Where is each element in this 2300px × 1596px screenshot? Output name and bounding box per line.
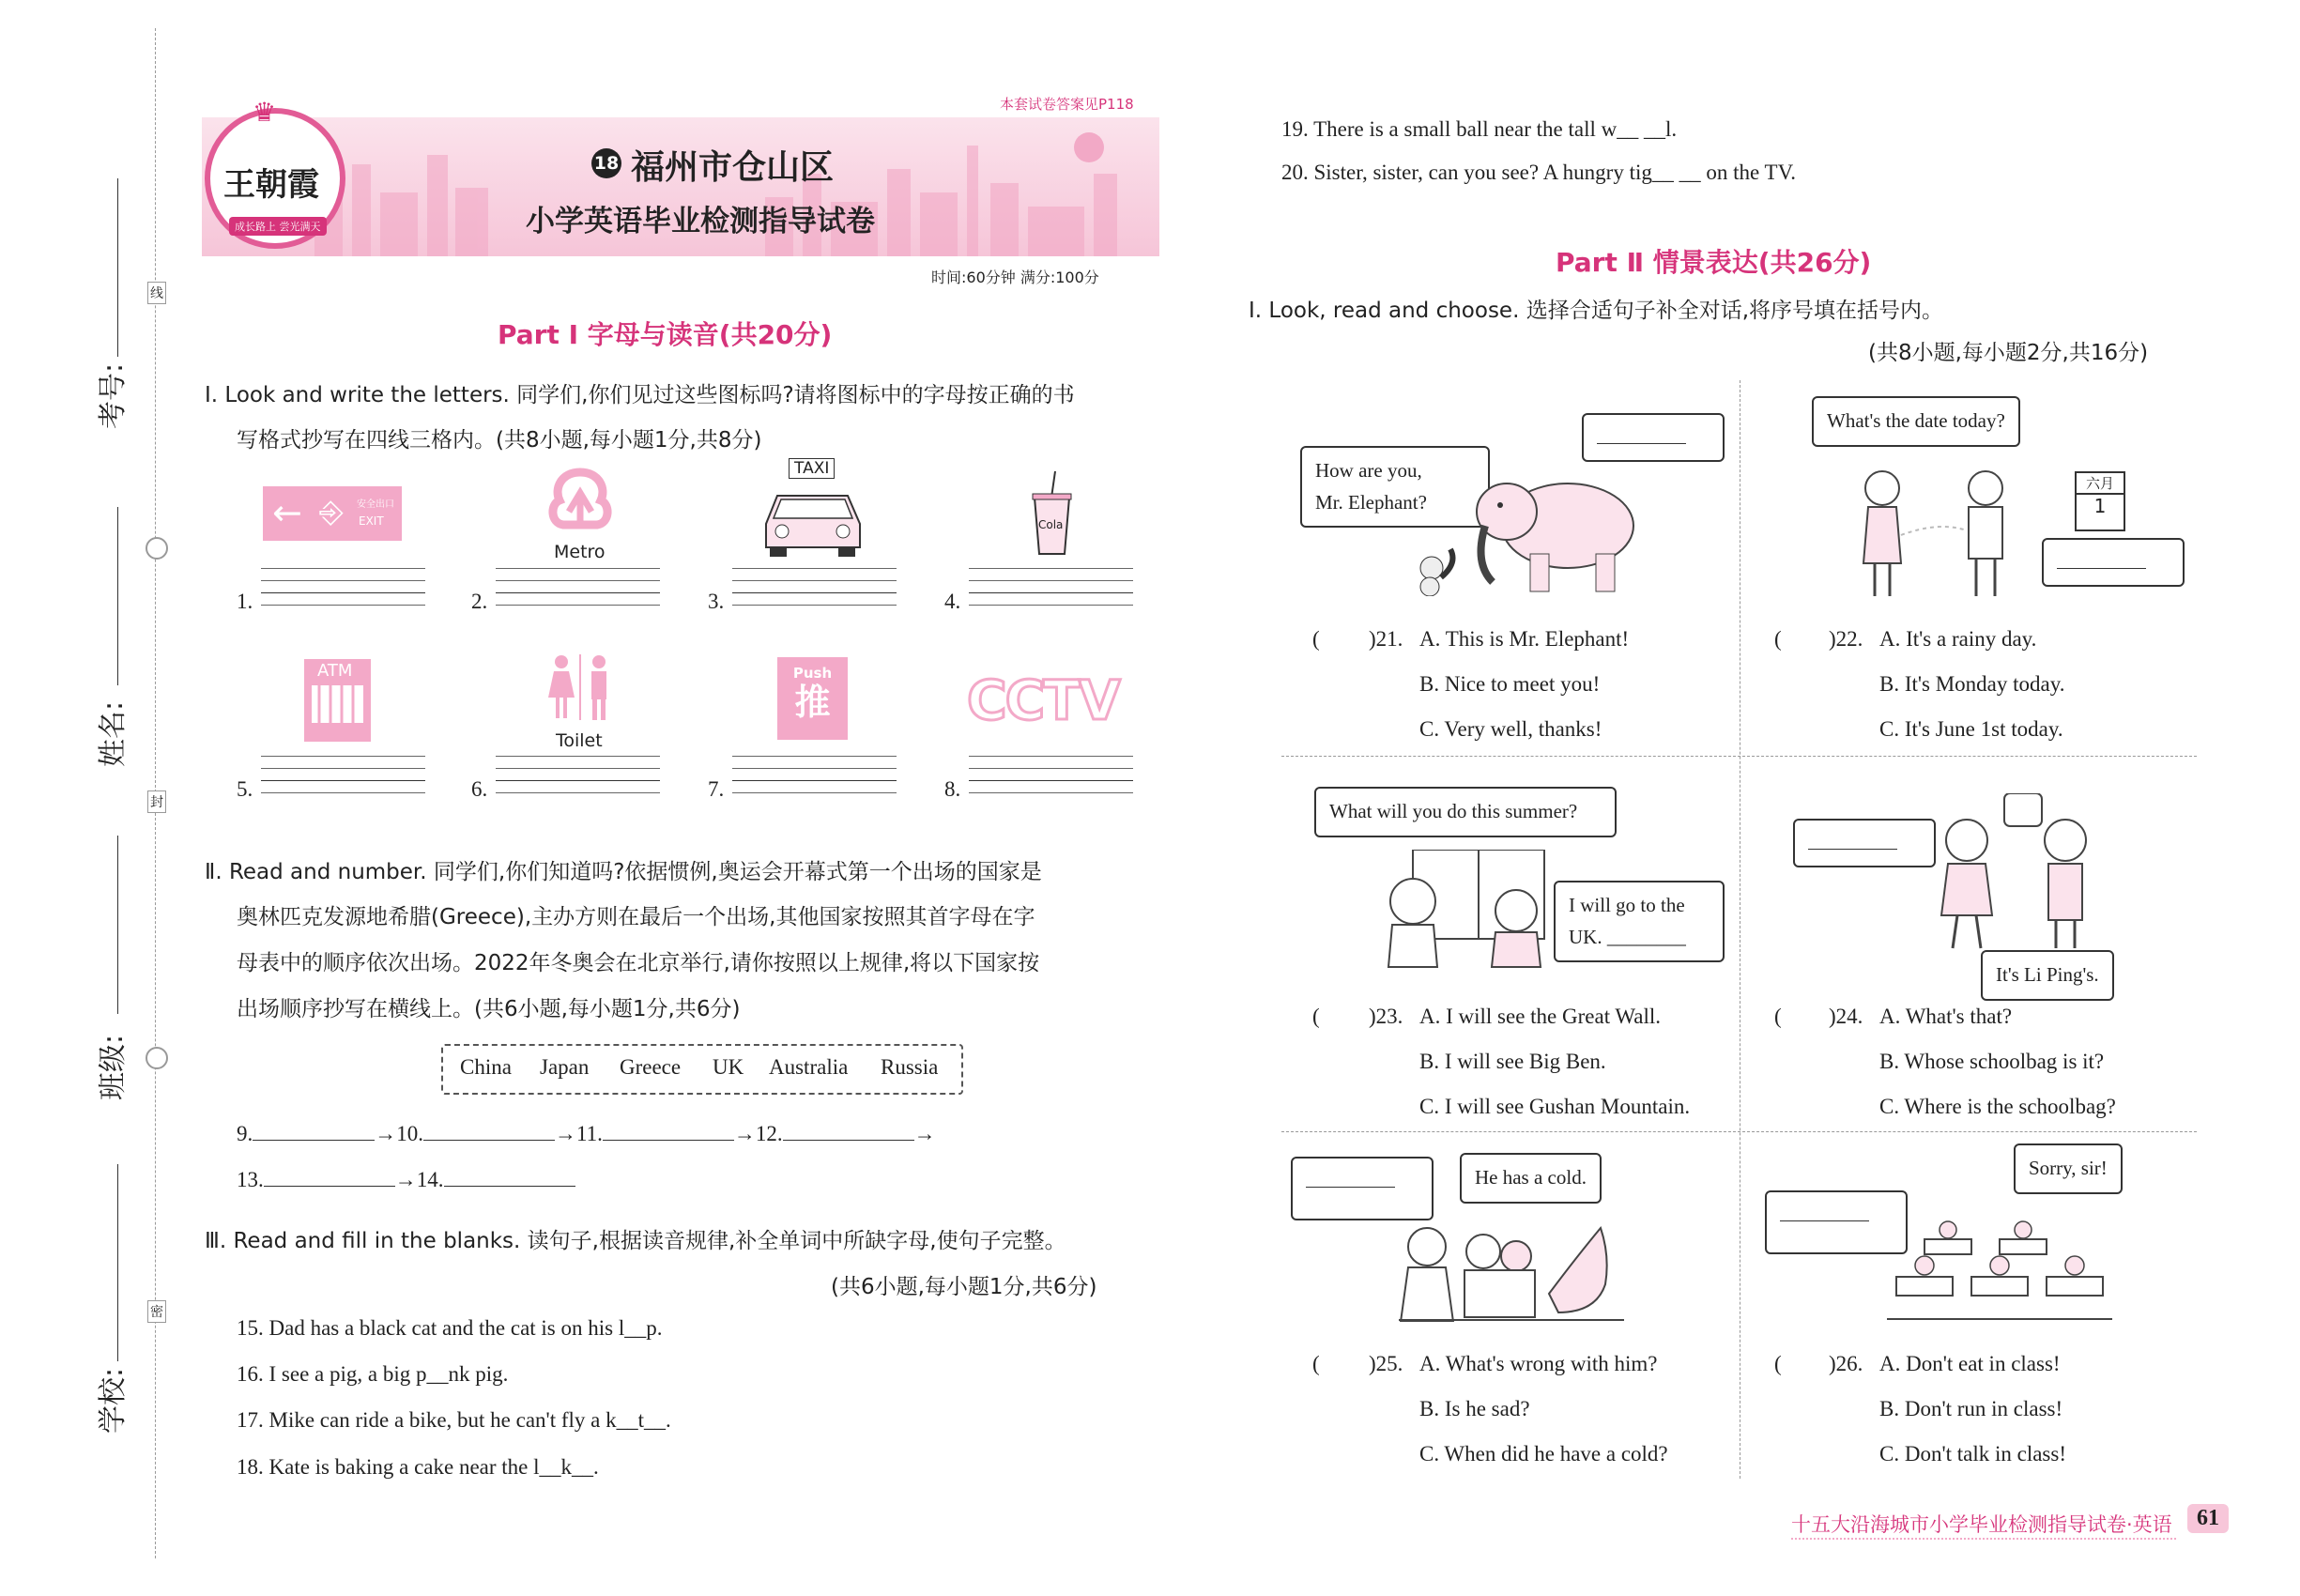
part2-title: Part Ⅱ 情景表达(共26分) <box>1556 247 1872 278</box>
part2-instruction: Ⅰ. Look, read and choose. 选择合适句子补全对话,将序号填在括号内。 <box>1249 299 1944 323</box>
sentence-20: 20. Sister, sister, can you see? A hungry tig__ __ on the TV. <box>1281 161 1796 184</box>
push-sign-icon <box>777 657 848 740</box>
class-label: 班级: <box>97 1034 130 1101</box>
q24-option-b: B. Whose schoolbag is it? <box>1879 1050 2105 1073</box>
part2-score: (共8小题,每小题2分,共16分) <box>1868 341 2149 365</box>
q22-speech-bubble: What's the date today? <box>1812 396 2020 447</box>
grid-divider-1 <box>1281 756 2197 757</box>
window-boys-icon <box>1375 850 1563 972</box>
country-japan: Japan <box>540 1055 590 1079</box>
order-arrow: → <box>913 1122 936 1145</box>
exam-no-line <box>117 178 118 357</box>
q26-paren: ( <box>1774 1352 1782 1375</box>
sentence-15: 15. Dad has a black cat and the cat is on his l__p. <box>237 1316 663 1340</box>
order-label-12: →12. <box>733 1122 783 1145</box>
doctor-family-icon <box>1399 1219 1624 1322</box>
writing-grid-6[interactable] <box>496 756 660 805</box>
writing-grid-5[interactable] <box>261 756 425 805</box>
writing-grid-4[interactable] <box>969 568 1133 617</box>
section2-line-4: 出场顺序抄写在横线上。(共6小题,每小题1分,共6分) <box>237 997 741 1021</box>
writing-grid-7[interactable] <box>732 756 897 805</box>
logo-slogan: 成长路上 尝光满天 <box>229 217 327 236</box>
item-number-7: 7. <box>708 777 725 801</box>
cola-cup-icon <box>1031 469 1073 556</box>
toilet-icon <box>543 652 618 723</box>
two-girls-icon <box>1845 465 2023 606</box>
exit-sign-text: EXIT <box>359 514 384 528</box>
q25-speech-bubble: He has a cold. <box>1460 1153 1602 1204</box>
writing-grid-2[interactable] <box>496 568 660 617</box>
metro-label: Metro <box>554 542 606 562</box>
taxi-icon <box>759 458 866 561</box>
order-label-13: 13. <box>237 1168 264 1191</box>
country-box <box>441 1044 963 1095</box>
calendar-day: 1 <box>2093 495 2107 517</box>
q23-option-a: A. I will see the Great Wall. <box>1419 1005 1662 1028</box>
q23-paren: ( <box>1312 1005 1320 1028</box>
q25-paren: ( <box>1312 1352 1320 1375</box>
squirrel-icon <box>1413 545 1460 596</box>
q24-reply-bubble: It's Li Ping's. <box>1981 950 2114 1001</box>
cctv-logo-icon: CCTV <box>967 668 1119 732</box>
section2-line-1: Ⅱ. Read and number. 同学们,你们知道吗?依据惯例,奥运会开幕式第一个出场的国家是 <box>205 860 1042 884</box>
q23-number[interactable]: )23. <box>1369 1005 1403 1028</box>
q25-option-b: B. Is he sad? <box>1419 1397 1530 1420</box>
q24-number[interactable]: )24. <box>1829 1005 1863 1028</box>
answer-blank-14[interactable] <box>444 1186 575 1187</box>
section2-line-2: 奥林匹克发源地希腊(Greece),主办方则在最后一个出场,其他国家按照其首字母在字 <box>237 905 1035 929</box>
answer-reference: 本套试卷答案见P118 <box>1000 96 1134 113</box>
q23-reply-bubble: I will go to the UK. ________ <box>1554 881 1725 962</box>
country-australia: Australia <box>769 1055 849 1079</box>
answer-blank-13[interactable] <box>264 1186 395 1187</box>
footer-text: 十五大沿海城市小学毕业检测指导试卷·英语 <box>1791 1513 2172 1536</box>
paper-district: 福州市仓山区 <box>631 148 835 187</box>
binding-hole-icon <box>146 1047 168 1069</box>
writing-grid-3[interactable] <box>732 568 897 617</box>
q26-option-c: C. Don't talk in class! <box>1879 1442 2066 1466</box>
item-number-4: 4. <box>944 590 961 613</box>
order-label-14: →14. <box>394 1168 444 1191</box>
q23-option-c: C. I will see Gushan Mountain. <box>1419 1095 1691 1118</box>
order-line-b <box>237 1168 575 1192</box>
item-number-3: 3. <box>708 590 725 613</box>
name-label: 姓名: <box>97 700 130 768</box>
country-greece: Greece <box>620 1055 682 1079</box>
q22-paren: ( <box>1774 627 1782 651</box>
footer-underline <box>1791 1538 2176 1540</box>
country-uk: UK <box>713 1055 744 1079</box>
answer-blank-9[interactable] <box>253 1140 375 1141</box>
item-number-5: 5. <box>237 777 253 801</box>
order-label-9: 9. <box>237 1122 253 1145</box>
class-line <box>117 836 118 1014</box>
school-line <box>117 1164 118 1361</box>
toilet-label: Toilet <box>556 730 603 751</box>
q25-answer-bubble[interactable] <box>1291 1157 1434 1220</box>
order-line-a <box>237 1122 936 1146</box>
q21-option-a: A. This is Mr. Elephant! <box>1419 627 1630 651</box>
cola-text: Cola <box>1038 518 1064 531</box>
taxi-roof-text: TAXI <box>789 458 835 479</box>
order-label-10: →10. <box>375 1122 423 1145</box>
writing-grid-1[interactable] <box>261 568 425 617</box>
country-china: China <box>460 1055 512 1079</box>
push-cn: 推 <box>794 682 831 723</box>
q23-option-b: B. I will see Big Ben. <box>1419 1050 1606 1073</box>
order-label-11: →11. <box>555 1122 603 1145</box>
section1-instruction-a: Ⅰ. Look and write the letters. 同学们,你们见过这些图标吗?请将图标中的字母按正确的书 <box>205 383 1075 407</box>
q21-number[interactable]: )21. <box>1369 627 1403 651</box>
classroom-icon <box>1887 1211 2112 1324</box>
q22-option-b: B. It's Monday today. <box>1879 672 2065 696</box>
name-line <box>117 507 118 685</box>
seal-char-seal: 封 <box>147 790 166 813</box>
answer-blank-12[interactable] <box>783 1140 914 1141</box>
q24-option-a: A. What's that? <box>1879 1005 2013 1028</box>
q22-number[interactable]: )22. <box>1829 627 1863 651</box>
binding-hole-icon <box>146 537 168 560</box>
q21-option-b: B. Nice to meet you! <box>1419 672 1601 696</box>
item-number-8: 8. <box>944 777 961 801</box>
sentence-18: 18. Kate is baking a cake near the l__k__. <box>237 1455 599 1479</box>
exam-no-label: 考号: <box>97 362 130 430</box>
section1-instruction-b: 写格式抄写在四线三格内。(共8小题,每小题1分,共8分) <box>237 428 762 453</box>
girls-schoolbag-icon <box>1915 793 2122 953</box>
q26-option-a: A. Don't eat in class! <box>1879 1352 2061 1375</box>
section3-instruction: Ⅲ. Read and fill in the blanks. 读句子,根据读音规律,补全单词中所缺字母,使句子完整。 <box>205 1229 1066 1253</box>
logo-text: 王朝霞 <box>223 168 319 203</box>
q25-number[interactable]: )25. <box>1369 1352 1403 1375</box>
q26-speech-bubble: Sorry, sir! <box>2014 1143 2123 1194</box>
time-score: 时间:60分钟 满分:100分 <box>931 269 1099 286</box>
seal-char-secret: 密 <box>147 1300 166 1323</box>
exit-sign-icon: ← ⎆ 安全出口 EXIT <box>263 486 402 541</box>
calendar-icon <box>2075 471 2125 531</box>
logo-crown-icon: ♛ <box>253 97 277 128</box>
seal-char-line: 线 <box>147 282 166 304</box>
section3-score: (共6小题,每小题1分,共6分) <box>831 1275 1097 1299</box>
q26-option-b: B. Don't run in class! <box>1879 1397 2063 1420</box>
q26-number[interactable]: )26. <box>1829 1352 1863 1375</box>
page-number: 61 <box>2187 1504 2229 1533</box>
paper-number-badge: 18 <box>591 148 621 178</box>
calendar-month: 六月 <box>2077 473 2124 495</box>
metro-logo-icon <box>543 465 618 535</box>
sentence-16: 16. I see a pig, a big p__nk pig. <box>237 1362 509 1386</box>
answer-blank-11[interactable] <box>603 1140 734 1141</box>
atm-text: ATM <box>317 661 353 681</box>
push-text: Push <box>792 665 833 682</box>
grid-divider-2 <box>1281 1131 2197 1132</box>
q22-answer-bubble[interactable] <box>2042 538 2185 587</box>
logo-badge <box>205 97 345 249</box>
exit-sign-cn: 安全出口 <box>357 499 394 510</box>
q24-paren: ( <box>1774 1005 1782 1028</box>
q24-option-c: C. Where is the schoolbag? <box>1879 1095 2116 1118</box>
q22-option-c: C. It's June 1st today. <box>1879 717 2063 741</box>
sentence-17: 17. Mike can ride a bike, but he can't fly a k__t__. <box>237 1408 671 1432</box>
sentence-19: 19. There is a small ball near the tall w__ __l. <box>1281 117 1678 141</box>
section2-line-3: 母表中的顺序依次出场。2022年冬奥会在北京举行,请你按照以上规律,将以下国家按 <box>237 951 1040 975</box>
q25-option-c: C. When did he have a cold? <box>1419 1442 1668 1466</box>
atm-icon <box>302 657 373 744</box>
q23-speech-bubble: What will you do this summer? <box>1314 787 1617 837</box>
q21-paren: ( <box>1312 627 1320 651</box>
item-number-1: 1. <box>237 590 253 613</box>
q21-speech-bubble: How are you, Mr. Elephant? <box>1300 446 1490 528</box>
paper-subtitle: 小学英语毕业检测指导试卷 <box>526 205 875 238</box>
writing-grid-8[interactable] <box>969 756 1133 805</box>
elephant-icon <box>1464 460 1652 601</box>
q25-option-a: A. What's wrong with him? <box>1419 1352 1658 1375</box>
item-number-6: 6. <box>471 777 488 801</box>
country-russia: Russia <box>881 1055 939 1079</box>
part1-title: Part Ⅰ 字母与读音(共20分) <box>498 319 833 350</box>
item-number-2: 2. <box>471 590 488 613</box>
q21-option-c: C. Very well, thanks! <box>1419 717 1602 741</box>
answer-blank-10[interactable] <box>423 1140 555 1141</box>
school-label: 学校: <box>97 1367 130 1435</box>
q21-answer-bubble[interactable] <box>1582 413 1725 462</box>
q22-option-a: A. It's a rainy day. <box>1879 627 2037 651</box>
